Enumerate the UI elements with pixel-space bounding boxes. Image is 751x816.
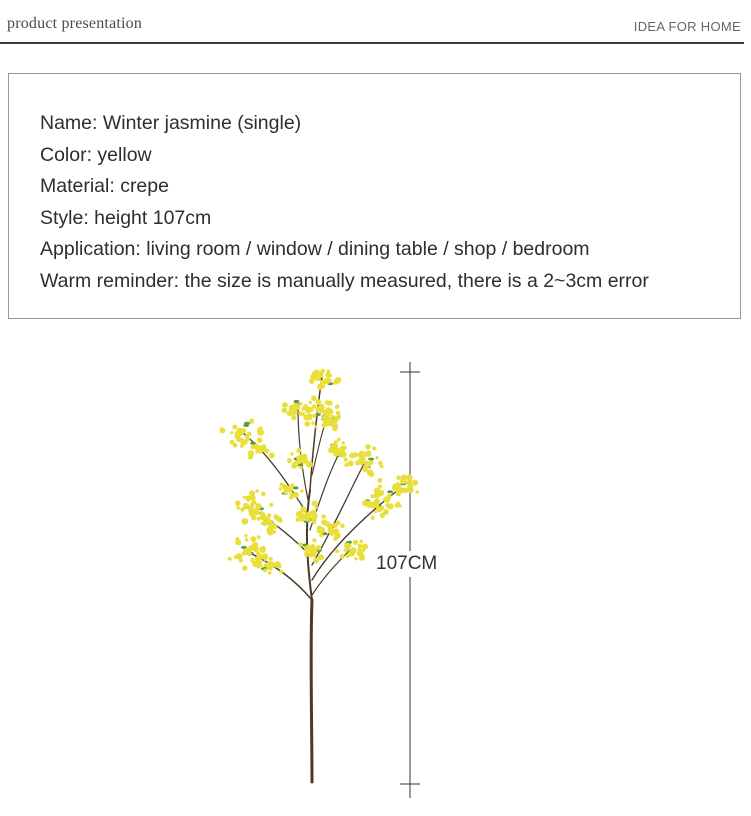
blossom [376,456,379,459]
leaf [294,400,300,403]
blossom [230,431,233,434]
spec-application: Application: living room / window / dining table / shop / bedroom [40,238,590,260]
blossom [355,460,360,465]
blossom [322,416,326,420]
blossom [377,478,382,483]
blossom [298,411,302,415]
blossom [364,461,370,467]
blossom [301,457,308,464]
blossom [299,466,303,470]
blossom [342,441,345,444]
blossom [279,570,283,574]
blossom [371,516,375,520]
blossom [253,444,259,450]
blossom [342,446,347,451]
blossom [416,490,419,493]
blossom [330,415,334,419]
blossom [341,450,344,453]
blossom [249,490,255,496]
blossom [325,412,330,417]
blossom [260,513,267,520]
blossom [292,406,295,409]
blossom [296,511,302,517]
blossom [333,536,338,541]
blossom [242,566,247,571]
header-divider [0,42,744,44]
leaf [368,458,374,461]
blossom [412,480,418,486]
blossom [289,495,293,499]
blossom [372,446,376,450]
blossom [269,452,275,458]
blossom [248,505,253,510]
leaf [244,422,250,425]
blossom [408,479,412,483]
spec-material: Material: crepe [40,175,169,197]
blossom [239,438,244,443]
blossom [335,405,340,410]
product-spec-list [40,108,649,297]
blossom [261,492,266,497]
blossom [309,401,312,404]
blossom [335,380,339,384]
blossom [374,510,377,513]
blossom [245,435,249,439]
blossom [268,564,273,569]
blossom [278,565,282,569]
blossom [325,372,330,377]
blossom [345,550,348,553]
blossom [296,448,301,453]
blossom [344,543,351,550]
blossom [287,458,292,463]
winter-jasmine-illustration [200,350,480,810]
stem-branches [242,376,398,782]
section-title: product presentation [7,15,143,32]
blossom [270,521,274,525]
blossom [374,493,380,499]
blossom [385,498,390,503]
blossom [366,446,370,450]
blossom [245,538,249,542]
blossom [288,486,292,490]
spec-warm-reminder: Warm reminder: the size is manually measured, there is a 2~3cm error [40,269,649,292]
blossom [236,553,243,560]
page-header [0,0,751,44]
blossom [257,535,261,539]
blossom [244,534,247,537]
leaf [387,490,393,493]
blossom [380,513,385,518]
blossom [249,419,254,424]
blossom [362,467,368,473]
blossom [274,517,277,520]
blossom [358,544,363,549]
blossom [313,551,317,555]
blossom [240,507,245,512]
blossom [333,451,338,456]
blossom [236,506,240,510]
blossom [397,487,403,493]
blossom [314,425,317,428]
blossom [327,523,333,529]
spec-color: Color: yellow [40,143,152,166]
yellow-blossoms [220,369,419,575]
blossom [291,415,296,420]
blossom [335,549,339,553]
blossom [235,539,241,545]
blossom [293,492,299,498]
blossom [298,542,303,547]
height-measure-line [400,362,420,798]
blossom [313,414,317,418]
blossom [370,494,374,498]
blossom [357,551,363,557]
blossom [340,454,344,458]
blossom [334,416,338,420]
blossom [317,384,323,390]
blossom [263,568,267,572]
blossom [306,413,312,419]
blossom [378,461,383,466]
leaf [293,486,299,489]
blossom [318,554,324,560]
blossom [333,523,338,528]
blossom [332,426,337,431]
blossom [255,489,259,493]
blossom [353,452,358,457]
blossom [340,554,345,559]
blossom [268,571,272,575]
product-photo [200,350,480,810]
blossom [290,452,293,455]
blossom [350,547,356,553]
blossom [291,483,295,487]
blossom [361,548,365,552]
blossom [377,506,383,512]
blossom [354,557,357,560]
blossom [240,444,244,448]
blossom [378,485,382,489]
blossom [321,519,327,525]
blossom [264,558,268,562]
blossom [282,408,288,414]
blossom [229,440,234,445]
blossom [344,459,347,462]
blossom [260,449,263,452]
blossom [322,379,327,384]
blossom [297,458,301,462]
blossom [387,503,393,509]
blossom [257,429,264,436]
blossom [317,526,323,532]
blossom [299,402,302,405]
blossom [312,376,316,380]
blossom [321,369,325,373]
blossom [345,554,349,558]
blossom [304,551,309,556]
blossom [311,395,317,401]
blossom [357,453,362,458]
blossom [308,515,312,519]
blossom [233,425,238,430]
blossom [334,440,338,444]
blossom [252,561,259,568]
blossom [361,460,366,465]
blossom [255,503,261,509]
blossom [326,407,331,412]
blossom [407,484,413,490]
blossom [253,546,259,552]
blossom [307,462,310,465]
blossom [245,497,248,500]
blossom [369,502,375,508]
blossom [321,514,325,518]
blossom [321,423,326,428]
blossom [312,520,316,524]
blossom [307,545,311,549]
blossom [319,533,323,537]
blossom [312,501,318,507]
blossom [269,557,273,561]
blossom [301,407,305,411]
height-label: 107CM [376,551,437,577]
blossom [401,475,408,482]
blossom [248,454,254,460]
blossom [300,489,303,492]
blossom [353,540,358,545]
blossom [279,487,282,490]
blossom [257,438,263,444]
blossom [262,546,266,550]
blossom [304,421,310,427]
spec-name: Name: Winter jasmine (single) [40,112,302,134]
blossom [250,536,256,542]
blossom [284,403,288,407]
blossom [328,401,333,406]
blossom [396,476,400,480]
blossom [235,500,241,506]
blossom [316,399,322,405]
blossom [309,553,313,557]
blossom [273,530,277,534]
blossom [330,445,334,449]
blossom [336,411,341,416]
blossom [340,523,345,528]
blossom [311,422,315,426]
blossom [241,428,246,433]
spec-style: Style: height 107cm [40,206,212,229]
blossom [293,461,299,467]
blossom [228,557,232,561]
blossom [333,528,339,534]
blossom [268,526,272,530]
blossom [235,431,241,437]
blossom [269,503,273,507]
blossom [287,412,291,416]
product-info-box [8,73,741,319]
blossom [367,469,374,476]
blossom [387,494,392,499]
blossom [258,555,263,560]
blossom [359,540,363,544]
blossom [320,409,324,413]
blossom [220,428,226,434]
blossom [348,460,354,466]
blossom [365,451,371,457]
blossom [337,438,341,442]
blossom [312,538,316,542]
blossom [305,409,310,414]
blossom [319,375,322,378]
blossom [397,502,401,506]
brand-tagline: IDEA FOR HOME [633,19,741,34]
blossom [328,420,335,427]
blossom [241,518,248,525]
blossom [262,520,268,526]
blossom [245,549,251,555]
